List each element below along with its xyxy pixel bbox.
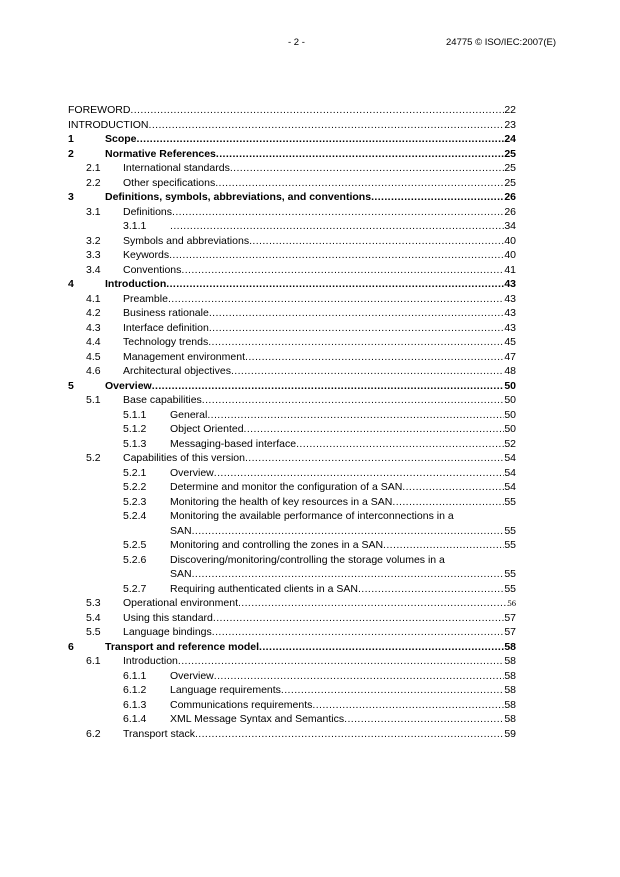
toc-entry-number: 4 xyxy=(68,278,74,290)
toc-leader-dots xyxy=(195,727,504,742)
toc-entry-page: 55 xyxy=(504,495,516,508)
toc-entry-number: 4.6 xyxy=(86,365,101,377)
toc-entry-page: 47 xyxy=(504,350,516,363)
toc-leader-dots xyxy=(231,364,504,379)
toc-entry[interactable] xyxy=(68,669,516,684)
toc-entry[interactable] xyxy=(68,466,516,481)
toc-entry-number: 6.1 xyxy=(86,655,101,667)
toc-entry[interactable] xyxy=(68,611,516,626)
toc-entry-number: 5.1.2 xyxy=(123,423,147,435)
toc-leader-dots xyxy=(344,712,504,727)
toc-entry-number: 6.1.4 xyxy=(123,713,147,725)
toc-entry[interactable] xyxy=(68,495,516,510)
toc-entry-number: 5.2.1 xyxy=(123,466,147,479)
toc-entry-title: Keywords xyxy=(123,249,170,261)
toc-entry[interactable] xyxy=(68,509,516,538)
toc-leader-dots xyxy=(358,582,504,597)
toc-entry-number: 4.2 xyxy=(86,307,101,319)
toc-entry-page: 55 xyxy=(504,582,516,595)
table-of-contents xyxy=(68,103,516,741)
toc-leader-dots xyxy=(149,118,505,133)
toc-entry-title: Transport stack xyxy=(123,727,195,740)
toc-entry[interactable] xyxy=(68,132,516,147)
toc-entry-page: 50 xyxy=(504,379,516,392)
toc-entry-page: 58 xyxy=(504,640,516,653)
toc-entry-page: 26 xyxy=(504,205,516,218)
toc-entry[interactable] xyxy=(68,190,516,205)
toc-entry[interactable] xyxy=(68,306,516,321)
toc-entry-page: 54 xyxy=(504,452,516,464)
toc-entry-title: Operational environment xyxy=(123,597,238,609)
toc-entry-title: Transport and reference model xyxy=(105,640,260,653)
toc-leader-dots xyxy=(209,306,505,321)
toc-leader-dots xyxy=(178,654,504,669)
toc-entry-number: 5.2.3 xyxy=(123,495,147,508)
toc-entry-title: Discovering/monitoring/controlling the storage volumes in a xyxy=(170,553,445,566)
toc-entry-title: Business rationale xyxy=(123,307,209,319)
toc-entry-page: 58 xyxy=(504,684,516,696)
toc-entry[interactable] xyxy=(68,103,516,118)
toc-entry[interactable] xyxy=(68,408,516,423)
toc-entry-number: 6.1.2 xyxy=(123,684,147,696)
toc-leader-dots xyxy=(166,277,504,292)
toc-entry-title: Management environment xyxy=(123,350,245,363)
toc-entry-page: 57 xyxy=(504,611,516,624)
toc-entry-title: Base capabilities xyxy=(123,394,202,406)
toc-entry[interactable] xyxy=(68,335,516,350)
toc-leader-dots xyxy=(383,538,504,553)
toc-entry[interactable] xyxy=(68,698,516,713)
toc-entry-number: 2.2 xyxy=(86,176,101,189)
toc-entry-title: Definitions, symbols, abbreviations, and conventions xyxy=(105,191,372,203)
toc-leader-dots xyxy=(130,103,504,118)
toc-entry-number: 4.5 xyxy=(86,350,101,363)
toc-leader-dots xyxy=(312,698,504,713)
page-number: - 2 - xyxy=(288,37,305,48)
toc-entry-page: 25 xyxy=(504,176,516,189)
toc-entry-number: 5.4 xyxy=(86,611,101,624)
toc-entry[interactable] xyxy=(68,350,516,365)
toc-entry-number: 1 xyxy=(68,133,74,145)
toc-entry-page: 41 xyxy=(504,263,516,276)
toc-entry-page: 26 xyxy=(504,191,516,203)
toc-entry-page: 24 xyxy=(504,133,516,145)
toc-entry-page: 55 xyxy=(504,568,516,580)
toc-entry-title: Language requirements xyxy=(170,684,281,696)
toc-entry-title: FOREWORD xyxy=(68,104,131,116)
toc-leader-dots xyxy=(392,495,504,510)
toc-leader-dots xyxy=(202,393,505,408)
toc-leader-dots xyxy=(181,263,504,278)
toc-entry-page: 34 xyxy=(504,220,516,232)
toc-entry[interactable] xyxy=(68,234,516,249)
toc-entry[interactable] xyxy=(68,292,516,307)
toc-entry-title: Language bindings xyxy=(123,626,212,638)
toc-leader-dots xyxy=(230,161,504,176)
toc-leader-dots xyxy=(216,147,504,162)
toc-entry-title: Interface definition xyxy=(123,321,209,334)
toc-leader-dots xyxy=(245,451,504,466)
toc-entry-number: 5 xyxy=(68,379,74,392)
toc-entry-number: 3.1 xyxy=(86,205,101,218)
toc-entry-title: Monitoring the health of key resources in a SAN xyxy=(170,495,393,508)
toc-entry-page: 43 xyxy=(504,307,516,319)
toc-entry-number: 5.5 xyxy=(86,626,101,638)
toc-entry-number: 4.3 xyxy=(86,321,101,334)
toc-entry-page: 23 xyxy=(504,118,516,131)
toc-entry-number: 2.1 xyxy=(86,162,101,174)
toc-entry-title: Capabilities of this version xyxy=(123,452,245,464)
toc-entry[interactable] xyxy=(68,582,516,597)
toc-entry-title: Messaging-based interface xyxy=(170,437,297,450)
toc-leader-dots xyxy=(244,422,505,437)
toc-entry-title: Symbols and abbreviations xyxy=(123,234,250,247)
toc-entry[interactable] xyxy=(68,553,516,582)
toc-leader-dots xyxy=(213,611,504,626)
toc-leader-dots xyxy=(214,466,505,481)
toc-entry-number: 5.1.3 xyxy=(123,437,147,450)
toc-entry-title: Other specifications xyxy=(123,176,216,189)
toc-leader-dots xyxy=(371,190,504,205)
toc-leader-dots xyxy=(172,205,504,220)
toc-entry-number: 3.3 xyxy=(86,249,101,261)
toc-entry-page: 22 xyxy=(504,104,516,116)
toc-entry[interactable] xyxy=(68,205,516,220)
toc-leader-dots xyxy=(169,248,504,263)
toc-leader-dots xyxy=(214,669,505,684)
toc-entry-page: 59 xyxy=(504,727,516,740)
toc-entry-page: 55 xyxy=(504,524,516,537)
toc-leader-dots xyxy=(192,524,505,539)
toc-entry-number: 3 xyxy=(68,191,74,203)
toc-entry-number: 5.2.4 xyxy=(123,510,147,522)
toc-entry-number: 3.4 xyxy=(86,263,101,276)
toc-leader-dots xyxy=(245,350,504,365)
toc-entry-title: Object Oriented xyxy=(170,423,244,435)
toc-entry-title: Normative References xyxy=(105,147,216,160)
toc-entry-page: 54 xyxy=(504,466,516,479)
toc-entry-title: Overview xyxy=(170,466,214,479)
toc-leader-dots xyxy=(215,176,504,191)
toc-entry[interactable] xyxy=(68,538,516,553)
toc-entry-number: 6 xyxy=(68,640,74,653)
toc-entry-title: Overview xyxy=(105,379,152,392)
toc-entry-number: 5.2.5 xyxy=(123,539,147,551)
toc-leader-dots xyxy=(281,683,504,698)
toc-entry-title: Determine and monitor the configuration of a SAN xyxy=(170,481,403,493)
toc-entry[interactable] xyxy=(68,118,516,133)
toc-entry-title: Overview xyxy=(170,669,214,682)
toc-entry[interactable] xyxy=(68,712,516,727)
toc-entry[interactable] xyxy=(68,596,516,611)
toc-leader-dots xyxy=(207,408,504,423)
toc-entry-number: 5.1 xyxy=(86,394,101,406)
toc-entry-title: Monitoring and controlling the zones in a SAN xyxy=(170,539,384,551)
toc-entry[interactable] xyxy=(68,147,516,162)
toc-entry-page: 40 xyxy=(504,234,516,247)
toc-entry-page: 25 xyxy=(504,147,516,160)
toc-entry[interactable] xyxy=(68,219,516,234)
toc-entry[interactable] xyxy=(68,683,516,698)
toc-entry-page: 43 xyxy=(504,278,516,290)
toc-entry-number: 5.1.1 xyxy=(123,408,147,421)
toc-entry[interactable] xyxy=(68,161,516,176)
toc-leader-dots xyxy=(259,640,504,655)
toc-entry-page: 45 xyxy=(504,336,516,348)
toc-entry[interactable] xyxy=(68,437,516,452)
toc-entry-title: International standards xyxy=(123,162,230,174)
toc-leader-dots xyxy=(208,335,504,350)
toc-entry-page: 52 xyxy=(504,437,516,450)
toc-entry-title: XML Message Syntax and Semantics xyxy=(170,713,345,725)
toc-entry-title: Requiring authenticated clients in a SAN xyxy=(170,582,358,595)
toc-entry-number: 6.2 xyxy=(86,727,101,740)
toc-entry-number: 6.1.3 xyxy=(123,698,147,711)
toc-entry-number: 2 xyxy=(68,147,74,160)
toc-entry[interactable] xyxy=(68,451,516,466)
toc-entry-title: Architectural objectives xyxy=(123,365,231,377)
toc-entry[interactable] xyxy=(68,640,516,655)
toc-leader-dots xyxy=(238,596,508,611)
toc-entry-title: Using this standard xyxy=(123,611,213,624)
toc-entry-page: 50 xyxy=(504,408,516,421)
toc-entry[interactable] xyxy=(68,625,516,640)
toc-entry-page: 54 xyxy=(504,481,516,493)
toc-entry-title: Preamble xyxy=(123,292,168,305)
toc-entry-number: 5.3 xyxy=(86,597,101,609)
toc-entry-number: 6.1.1 xyxy=(123,669,147,682)
toc-entry-title: General xyxy=(170,408,208,421)
toc-entry-title: Technology trends xyxy=(123,336,209,348)
toc-entry[interactable] xyxy=(68,263,516,278)
toc-leader-dots xyxy=(168,292,504,307)
toc-leader-dots xyxy=(170,219,504,234)
toc-entry-number: 5.2.6 xyxy=(123,553,147,566)
toc-entry-title-continued: SAN xyxy=(170,524,192,537)
toc-entry-title: Scope xyxy=(105,133,137,145)
toc-entry-title-continued: SAN xyxy=(170,568,192,580)
toc-entry[interactable] xyxy=(68,393,516,408)
toc-entry[interactable] xyxy=(68,480,516,495)
toc-entry-title: Definitions xyxy=(123,205,173,218)
toc-entry-number: 3.2 xyxy=(86,234,101,247)
toc-entry-page: 58 xyxy=(504,655,516,667)
toc-entry-title: Introduction xyxy=(123,655,178,667)
toc-leader-dots xyxy=(209,321,505,336)
toc-entry-page: 58 xyxy=(504,713,516,725)
toc-entry-page: 48 xyxy=(504,365,516,377)
toc-leader-dots xyxy=(212,625,505,640)
toc-entry-page: 40 xyxy=(504,249,516,261)
toc-entry-title: Conventions xyxy=(123,263,182,276)
toc-entry[interactable] xyxy=(68,176,516,191)
toc-entry[interactable] xyxy=(68,654,516,669)
toc-entry-page: 43 xyxy=(504,292,516,305)
toc-leader-dots xyxy=(249,234,504,249)
toc-entry-number: 4.4 xyxy=(86,336,101,348)
toc-entry-page: 43 xyxy=(504,321,516,334)
toc-leader-dots xyxy=(152,379,505,394)
toc-entry-page: 50 xyxy=(504,423,516,435)
toc-entry[interactable] xyxy=(68,379,516,394)
toc-entry-title: Communications requirements xyxy=(170,698,313,711)
toc-entry[interactable] xyxy=(68,422,516,437)
toc-entry[interactable] xyxy=(68,321,516,336)
toc-entry[interactable] xyxy=(68,727,516,742)
toc-entry-title: Monitoring the available performance of interconnections in a xyxy=(170,510,454,522)
toc-entry[interactable] xyxy=(68,248,516,263)
toc-entry-number: 5.2.7 xyxy=(123,582,147,595)
document-id: 24775 © ISO/IEC:2007(E) xyxy=(446,37,556,48)
toc-entry-page: 50 xyxy=(504,394,516,406)
toc-entry-page: 58 xyxy=(504,669,516,682)
toc-entry-title: Introduction xyxy=(105,278,167,290)
toc-entry-page: 55 xyxy=(504,539,516,551)
toc-leader-dots xyxy=(402,480,504,495)
toc-entry-page: 57 xyxy=(504,626,516,638)
toc-entry-number: 3.1.1 xyxy=(123,220,147,232)
toc-entry-page: 58 xyxy=(504,698,516,711)
toc-entry-page: 56 xyxy=(507,598,516,608)
toc-entry[interactable] xyxy=(68,364,516,379)
toc-entry[interactable] xyxy=(68,277,516,292)
toc-entry-number: 5.2 xyxy=(86,452,101,464)
toc-entry-number: 5.2.2 xyxy=(123,481,147,493)
toc-entry-number: 4.1 xyxy=(86,292,101,305)
toc-entry-page: 25 xyxy=(504,162,516,174)
toc-entry-title: INTRODUCTION xyxy=(68,118,149,131)
toc-leader-dots xyxy=(137,132,505,147)
toc-leader-dots xyxy=(296,437,504,452)
toc-leader-dots xyxy=(192,567,505,582)
